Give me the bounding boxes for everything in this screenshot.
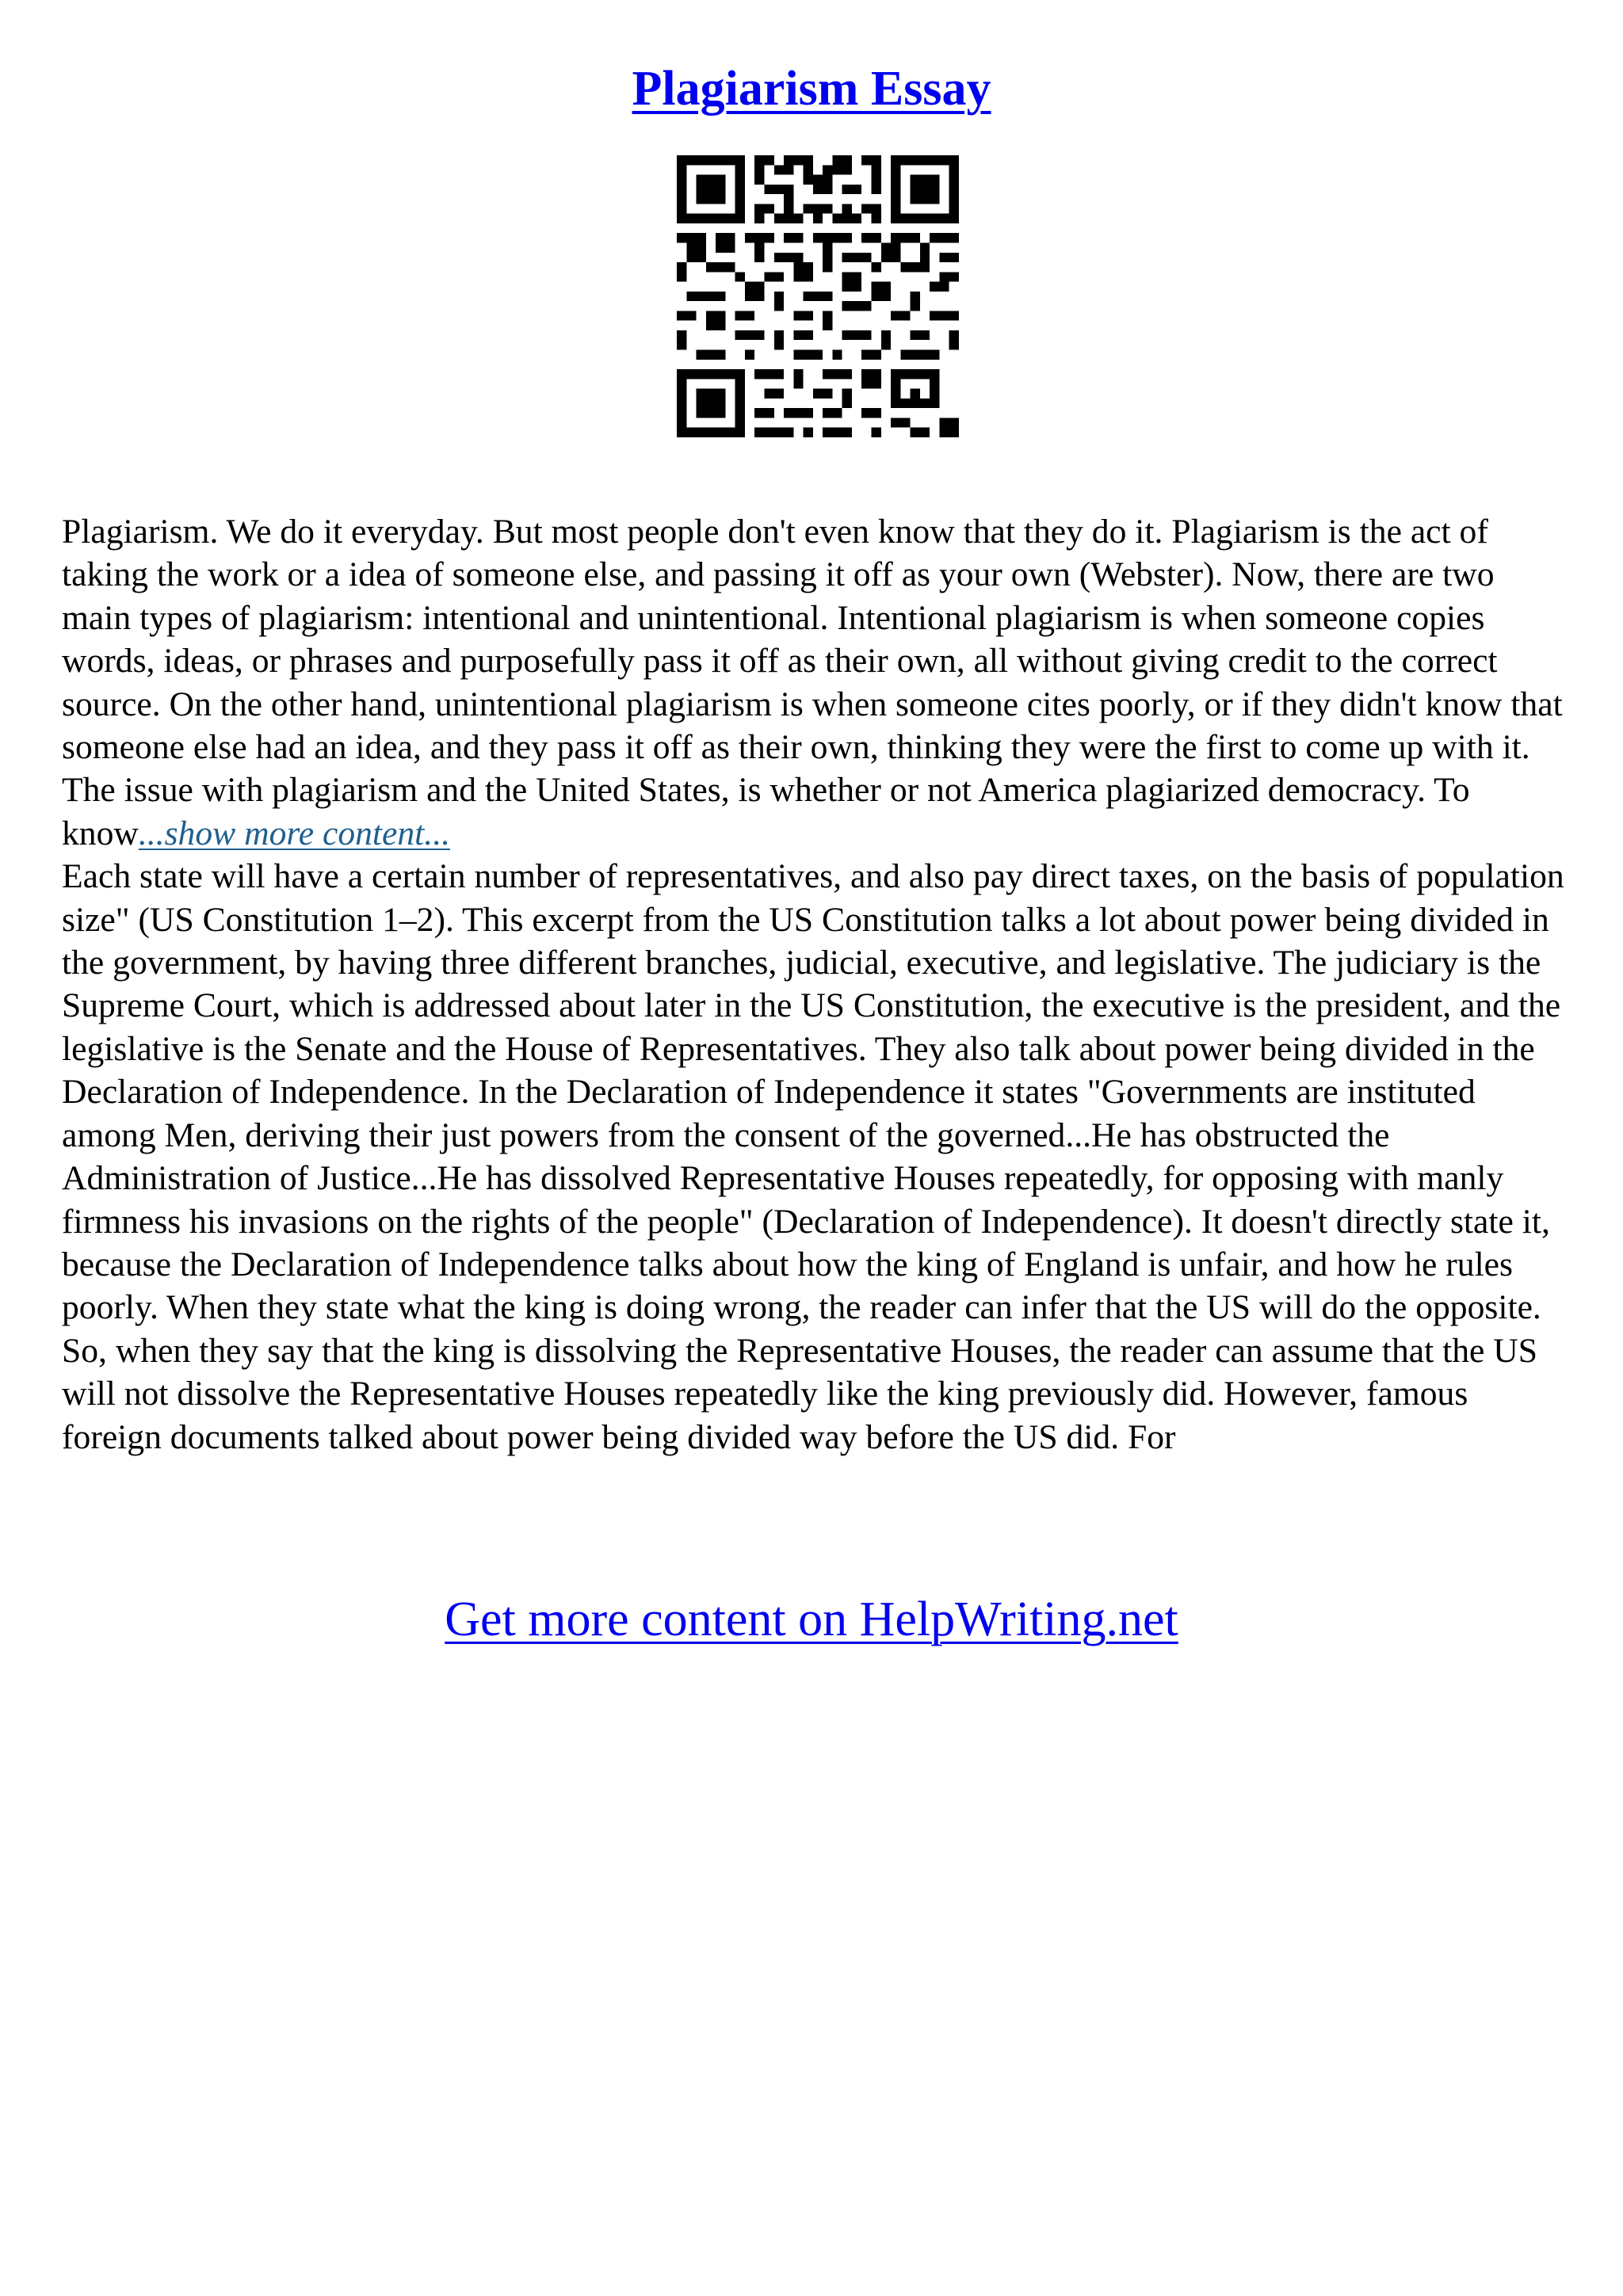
qr-code-graphic bbox=[677, 155, 959, 437]
footer bbox=[0, 1588, 1623, 1651]
qr-code-icon bbox=[677, 155, 959, 437]
show-more-content-link[interactable]: ...show more content... bbox=[138, 814, 450, 852]
get-more-content-link[interactable]: Get more content on HelpWriting.net bbox=[445, 1592, 1178, 1646]
paragraph-text-1: Plagiarism. We do it everyday. But most people don't even know that they do it. Plagiarism is the act of taking the work or a idea of someone else, and passing it off as your own (Webster). Now, there are two main types of plagiarism: intentional and unintentional. Intentional plagiarism is when someone copies words, ideas, or phrases and purposefully pass it off as their own, all without giving credit to the correct source. On the other hand, unintentional plagiarism is when someone cites poorly, or if they didn't know that someone else had an idea, and they pass it off as their own, thinking they were the first to come up with it. The issue with plagiarism and the United States, is whether or not America plagiarized democracy. To know bbox=[62, 513, 1563, 852]
essay-paragraph bbox=[62, 510, 1568, 855]
essay-body bbox=[62, 510, 1568, 1459]
paragraph-text-2: Each state will have a certain number of representatives, and also pay direct taxes, on the basis of population size" (US Constitution 1–2). This excerpt from the US Constitution talks a lot about power being divided in the government, by having three different branches, judicial, executive, and legislative. The judiciary is the Supreme Court, which is addressed about later in the US Constitution, the executive is the president, and the legislative is the Senate and the House of Representatives. They also talk about power being divided in the Declaration of Independence. In the Declaration of Independence it states "Governments are instituted among Men, deriving their just powers from the consent of the governed...He has obstructed the Administration of Justice...He has dissolved Representative Houses repeatedly, for opposing with manly firmness his invasions on the rights of the people" (Declaration of Independence). It doesn't directly state it, because the Declaration of Independence talks about how the king of England is unfair, and how he rules poorly. When they state what the king is doing wrong, the reader can infer that the US will do the opposite. So, when they say that the king is dissolving the Representative Houses, the reader can assume that the US will not dissolve the Representative Houses repeatedly like the king previously did. However, famous foreign documents talked about power being divided way before the US did. For bbox=[62, 857, 1564, 1456]
essay-paragraph bbox=[62, 855, 1568, 1459]
title-link[interactable]: Plagiarism Essay bbox=[632, 62, 991, 116]
page-title bbox=[0, 57, 1623, 120]
